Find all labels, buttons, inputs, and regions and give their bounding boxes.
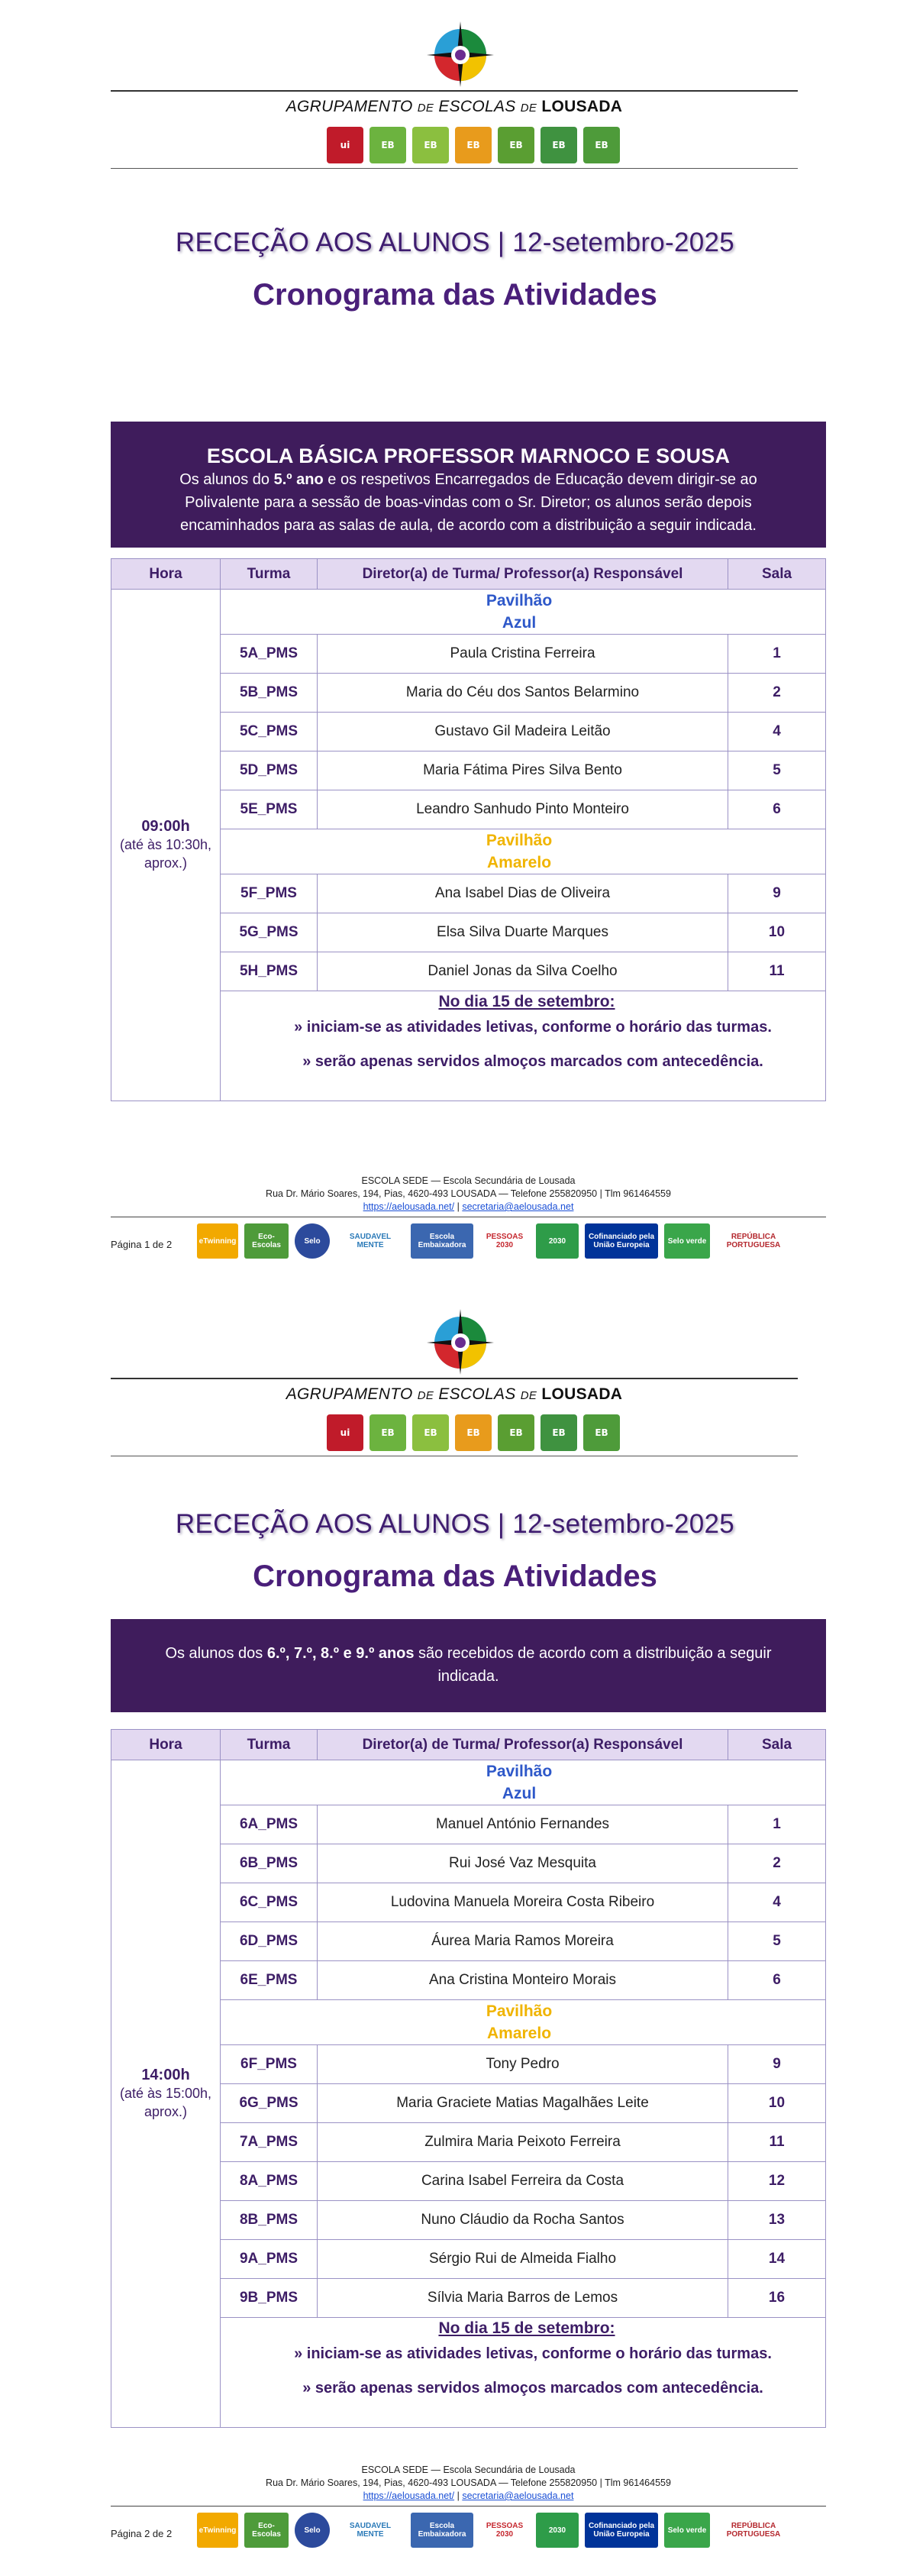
table-row: 6G_PMS Maria Graciete Matias Magalhães Leite 10 — [111, 2084, 826, 2123]
selo-verde-logo: Selo verde — [664, 1223, 710, 1259]
agrupamento-title: AGRUPAMENTO DE ESCOLAS DE LOUSADA — [286, 98, 623, 115]
website-link[interactable]: https://aelousada.net/ — [363, 1201, 455, 1212]
school-logo: EB — [498, 127, 534, 163]
selo-verde-logo: Selo verde — [664, 2513, 710, 2548]
page-footer: ESCOLA SEDE — Escola Secundária de Lousada Rua Dr. Mário Soares, 194, Pias, 4620-493 LOUSADA — Telefone 255820950 | Tlm 961464559 https://aelousada.net/ | secretaria@aelousada.net — [266, 1175, 671, 1212]
page-subtitle: Cronograma das Atividades — [253, 278, 657, 312]
column-header: Hora — [111, 1730, 221, 1760]
table-row: 5B_PMS Maria do Céu dos Santos Belarmino 2 — [111, 674, 826, 713]
page-2 — [0, 1288, 910, 2576]
column-header: Diretor(a) de Turma/ Professor(a) Responsável — [318, 559, 728, 590]
republica-portuguesa-logo: REPÚBLICA PORTUGUESA — [726, 2522, 781, 2539]
eu-logo: Cofinanciado pela União Europeia — [585, 1223, 658, 1259]
school-crest-icon — [424, 1306, 497, 1376]
page-subtitle: Cronograma das Atividades — [253, 1559, 657, 1593]
column-header: Turma — [221, 1730, 318, 1760]
page-number: Página 1 de 2 — [111, 1239, 173, 1250]
pessoas-2030-logo: PESSOAS 2030 — [486, 1233, 524, 1249]
2030-logo: 2030 — [536, 2513, 579, 2548]
page-number: Página 2 de 2 — [111, 2528, 173, 2539]
etwinning-logo: eTwinning — [197, 2513, 238, 2548]
selo-logo: Selo — [295, 2513, 330, 2548]
email-link[interactable]: secretaria@aelousada.net — [462, 1201, 574, 1212]
school-logo: EB — [541, 127, 577, 163]
page-footer: ESCOLA SEDE — Escola Secundária de Lousada Rua Dr. Mário Soares, 194, Pias, 4620-493 LOUSADA — Telefone 255820950 | Tlm 961464559 https://aelousada.net/ | secretaria@aelousada.net — [266, 2464, 671, 2501]
table-row: 9B_PMS Sílvia Maria Barros de Lemos 16 — [111, 2279, 826, 2318]
page-title: RECEÇÃO AOS ALUNOS | 12-setembro-2025 — [175, 228, 735, 257]
header-divider — [111, 1378, 798, 1379]
notes-cell: No dia 15 de setembro: » iniciam-se as atividades letivas, conforme o horário das turmas. » serão apenas servidos almoços marcados com antecedência. — [221, 2318, 826, 2428]
school-logo: EB — [369, 1414, 406, 1451]
header-divider — [111, 90, 798, 92]
table-row: 8B_PMS Nuno Cláudio da Rocha Santos 13 — [111, 2201, 826, 2240]
etwinning-logo: eTwinning — [197, 1223, 238, 1259]
table-row: 9A_PMS Sérgio Rui de Almeida Fialho 14 — [111, 2240, 826, 2279]
school-logo: EB — [583, 127, 620, 163]
schedule-table — [111, 558, 826, 1101]
schedule-table — [111, 1729, 826, 2428]
info-banner — [111, 422, 826, 548]
agrupamento-title: AGRUPAMENTO DE ESCOLAS DE LOUSADA — [286, 1385, 623, 1403]
table-row: 6D_PMS Áurea Maria Ramos Moreira 5 — [111, 1922, 826, 1961]
footer-divider — [111, 2506, 826, 2507]
table-row: 6F_PMS Tony Pedro 9 — [111, 2045, 826, 2084]
eco-escolas-logo: Eco-Escolas — [244, 1223, 289, 1259]
table-row: 5E_PMS Leandro Sanhudo Pinto Monteiro 6 — [111, 790, 826, 829]
eu-logo: Cofinanciado pela União Europeia — [585, 2513, 658, 2548]
banner-text: Os alunos do 5.º ano e os respetivos Encarregados de Educação devem dirigir-se ao Polivalente para a sessão de boas-vindas com o Sr. Diretor; os alunos serão depois encaminhados para as salas de aula, de acordo com a distribuição a seguir indicada. — [179, 471, 757, 534]
email-link[interactable]: secretaria@aelousada.net — [462, 2490, 574, 2501]
school-logo: EB — [583, 1414, 620, 1451]
website-link[interactable]: https://aelousada.net/ — [363, 2490, 455, 2501]
footer-logos — [197, 1223, 791, 1259]
school-logo: EB — [455, 127, 492, 163]
page-title: RECEÇÃO AOS ALUNOS | 12-setembro-2025 — [175, 1509, 735, 1539]
school-logo: EB — [369, 127, 406, 163]
table-row: 5F_PMS Ana Isabel Dias de Oliveira 9 — [111, 874, 826, 913]
footer-logos — [197, 2513, 791, 2548]
school-logo: EB — [498, 1414, 534, 1451]
table-row: 6E_PMS Ana Cristina Monteiro Morais 6 — [111, 1961, 826, 2000]
pavilhao-azul-label: Pavilhão Azul — [221, 590, 826, 635]
school-logo: EB — [412, 1414, 449, 1451]
school-logo: EB — [541, 1414, 577, 1451]
pavilhao-amarelo-label: Pavilhão Amarelo — [221, 2000, 826, 2045]
table-row: 5A_PMS Paula Cristina Ferreira 1 — [111, 635, 826, 674]
school-logo: ui — [327, 127, 363, 163]
pavilhao-amarelo-label: Pavilhão Amarelo — [221, 829, 826, 874]
table-row: 6A_PMS Manuel António Fernandes 1 — [111, 1805, 826, 1844]
escola-embaixadora-logo: Escola Embaixadora — [411, 2513, 473, 2548]
school-logo: EB — [455, 1414, 492, 1451]
table-row: 7A_PMS Zulmira Maria Peixoto Ferreira 11 — [111, 2123, 826, 2162]
table-row: 5G_PMS Elsa Silva Duarte Marques 10 — [111, 913, 826, 952]
column-header: Sala — [728, 1730, 826, 1760]
school-logos — [327, 124, 620, 166]
school-logo: ui — [327, 1414, 363, 1451]
info-banner — [111, 1619, 826, 1712]
banner-title: ESCOLA BÁSICA PROFESSOR MARNOCO E SOUSA — [206, 444, 731, 467]
table-row: 5D_PMS Maria Fátima Pires Silva Bento 5 — [111, 751, 826, 790]
school-logo: EB — [412, 127, 449, 163]
hora-cell: 09:00h (até às 10:30h, aprox.) — [111, 590, 221, 1101]
column-header: Sala — [728, 559, 826, 590]
selo-logo: Selo — [295, 1223, 330, 1259]
pessoas-2030-logo: PESSOAS 2030 — [486, 2522, 524, 2539]
table-row: 6B_PMS Rui José Vaz Mesquita 2 — [111, 1844, 826, 1883]
pavilhao-azul-label: Pavilhão Azul — [221, 1760, 826, 1805]
table-row: 5H_PMS Daniel Jonas da Silva Coelho 11 — [111, 952, 826, 991]
table-row: 5C_PMS Gustavo Gil Madeira Leitão 4 — [111, 713, 826, 751]
banner-text: Os alunos dos 6.º, 7.º, 8.º e 9.º anos são recebidos de acordo com a distribuição a seguir indicada. — [165, 1645, 772, 1685]
escola-embaixadora-logo: Escola Embaixadora — [411, 1223, 473, 1259]
eco-escolas-logo: Eco-Escolas — [244, 2513, 289, 2548]
republica-portuguesa-logo: REPÚBLICA PORTUGUESA — [726, 1233, 781, 1249]
saudavel-mente-logo: SAUDAVEL MENTE — [349, 1233, 392, 1249]
table-row: 6C_PMS Ludovina Manuela Moreira Costa Ribeiro 4 — [111, 1883, 826, 1922]
column-header: Diretor(a) de Turma/ Professor(a) Responsável — [318, 1730, 728, 1760]
saudavel-mente-logo: SAUDAVEL MENTE — [349, 2522, 392, 2539]
school-logos — [327, 1411, 620, 1454]
notes-cell: No dia 15 de setembro: » iniciam-se as atividades letivas, conforme o horário das turmas. » serão apenas servidos almoços marcados com antecedência. — [221, 991, 826, 1101]
2030-logo: 2030 — [536, 1223, 579, 1259]
column-header: Hora — [111, 559, 221, 590]
column-header: Turma — [221, 559, 318, 590]
table-row: 8A_PMS Carina Isabel Ferreira da Costa 12 — [111, 2162, 826, 2201]
hora-cell: 14:00h (até às 15:00h, aprox.) — [111, 1760, 221, 2428]
header-divider-2 — [111, 168, 798, 169]
school-crest-icon — [424, 18, 497, 89]
